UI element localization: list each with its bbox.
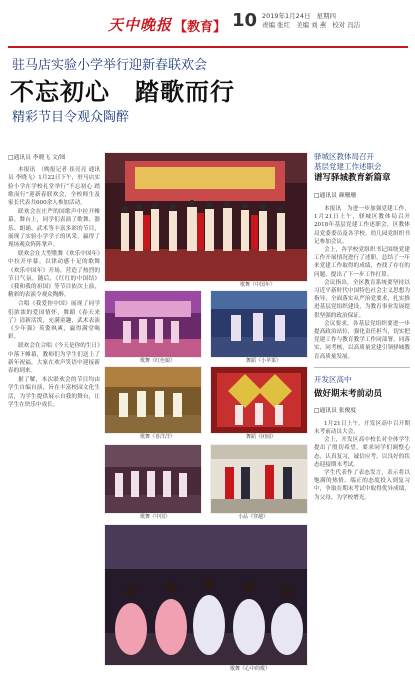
- photo-dance-left: [104, 366, 202, 434]
- sidebar-b-byline: □通讯员 张俊度: [314, 407, 357, 414]
- sidebar-paragraph: 会上，各学校党组织书记围绕党建工作开展情况进行了述职，总结了一年来党建工作取得的成绩，查找了存在的问题，提出了下一步工作打算。: [314, 247, 410, 278]
- page-number: 10: [232, 10, 258, 31]
- sidebar-b-kicker: 开发区高中: [314, 374, 352, 384]
- sidebar-b-body: [314, 420, 410, 502]
- sidebar-paragraph: 会议指出，全区教育系统要坚持以习近平新时代中国特色社会主义思想为指导，全面落实从严治党要求，扎实推进基层党组织建设，为教育事业发展提供坚强的政治保证。: [314, 279, 410, 319]
- editor-credit: 责编 张红: [262, 21, 291, 29]
- article-paragraph: 合唱《我爱你中国》展现了同学们浓浓的爱国情怀，舞蹈《春天来了》清新活泼，充满童趣，武术表演《少年强》英姿飒爽，赢得满堂喝彩。: [8, 301, 100, 341]
- sidebar-b-paragraph: 学生代表作了表态发言，表示将以饱满的热情、端正的态度投入到复习中，争取在期末考试中取得优异成绩，为父母、为学校增光。: [314, 470, 410, 501]
- article-byline: □通讯员 李晓飞 文/图: [8, 155, 66, 161]
- photo-caption: 歌舞《红色娘》: [140, 358, 176, 364]
- photo-group-right: [210, 444, 308, 514]
- sidebar-body: [314, 205, 410, 361]
- photo-caption: 歌舞《喜洋洋》: [140, 434, 176, 440]
- article-kicker: 驻马店实验小学举行迎新春联欢会: [12, 58, 208, 73]
- masthead-rule: [8, 46, 408, 48]
- article-body: [8, 154, 100, 410]
- newspaper-logo: 天中晚报: [108, 16, 173, 34]
- article-paragraph: 联欢会在合唱《今天是你的生日》中落下帷幕，教师们为学生们送上了新年祝福，大家在欢声笑语中迎接新春的到来。: [8, 343, 100, 375]
- photo-caption: 歌舞《心中的歌》: [230, 666, 271, 672]
- photo-caption: 歌舞《中国》: [140, 514, 171, 520]
- photo-caption: 舞蹈《团圆》: [246, 434, 277, 440]
- sidebar-title: 谱写驿城教育新篇章: [314, 173, 391, 183]
- sidebar-paragraph: 本报讯 为进一步加强党建工作，1月21日上午，驿城区教体局召开2018年基层党建工作述职会，区教体局党委委员及各学校、幼儿园党组织书记参加会议。: [314, 206, 410, 245]
- photo-group-left: [104, 444, 202, 514]
- sidebar-column: [314, 152, 410, 502]
- article-paragraph: 联欢会在庄严的国歌声中拉开帷幕。舞台上，同学们表演了歌舞、器乐、朗诵、武术等丰富多彩的节目，展现了实验小学学子的风采，赢得了现场观众阵阵掌声。: [8, 209, 100, 249]
- masthead-brand: [108, 14, 226, 35]
- sidebar-b-paragraph: 1月21日上午，开发区高中召开期末考前动员大会。: [314, 420, 410, 436]
- sidebar-paragraph: 会议要求，各基层党组织要进一步提高政治站位，强化责任担当，切实把党建工作与教育教学工作同部署、同落实、同考核，以高质量党建引领驿城教育高质量发展。: [314, 320, 410, 360]
- photo-caption: 小品《穿越》: [238, 514, 269, 520]
- article-paragraph: 据了解，本次联欢会的节目均由学生自编自演，旨在丰富校园文化生活，为学生提供展示自我的舞台，让学生在快乐中成长。: [8, 377, 100, 408]
- article-paragraph: 本报讯 （晚报记者 崔亮亮 通讯员 李晓飞）1月22日下午，驻马店实验小学在学校礼堂举行“不忘初心 踏歌而行”迎新春联欢会，全校师生及家长代表共600余人参加活动。: [8, 167, 100, 207]
- issue-date: 2019年1月24日: [262, 12, 311, 20]
- photo-dance-right: [210, 366, 308, 434]
- photo-caption: 舞蹈《小苹果》: [246, 358, 282, 364]
- article-headline: 不忘初心 踏歌而行: [10, 78, 235, 106]
- sidebar-b-paragraph: 会上，开发区高中校长对全体学生提出了殷切希望，要求同学们调整心态，认真复习，诚信应考，以良好的状态迎接期末考试。: [314, 437, 410, 468]
- photo-performance-left: [104, 290, 202, 358]
- photo-caption: 歌舞《中国年》: [240, 282, 276, 288]
- article-paragraph: 联欢会在大型歌舞《欢乐中国年》中拉开序幕。以律动感十足的歌舞《欢乐中国年》开场，营造了热烈的节日气氛。随后，《红红的中国结》《我和我的祖国》等节目依次上演，精彩的表演令观众陶醉。: [8, 251, 100, 299]
- sidebar-byline: □通讯员 颜珊珊: [314, 193, 357, 199]
- sidebar-kicker: 驿城区教体局召开: [314, 152, 374, 161]
- issue-weekday: 星期四: [316, 12, 336, 20]
- photo-singers: [104, 524, 308, 666]
- section-tag: 【教育】: [174, 20, 227, 35]
- column-divider: [314, 367, 410, 368]
- design-credit: 美编 刘 燕: [296, 21, 327, 29]
- proofreader-credit: 校对 冯洁: [332, 21, 361, 29]
- photo-performance-right: [210, 290, 308, 358]
- sidebar-b-title: 做好期末考前动员: [314, 388, 383, 399]
- article-subhead: 精彩节目令观众陶醉: [12, 110, 130, 125]
- sidebar-kicker-2: 基层党建工作述职会: [314, 162, 382, 171]
- masthead: [0, 0, 415, 48]
- issue-meta: [262, 12, 360, 30]
- photo-stage-finale: [104, 152, 308, 282]
